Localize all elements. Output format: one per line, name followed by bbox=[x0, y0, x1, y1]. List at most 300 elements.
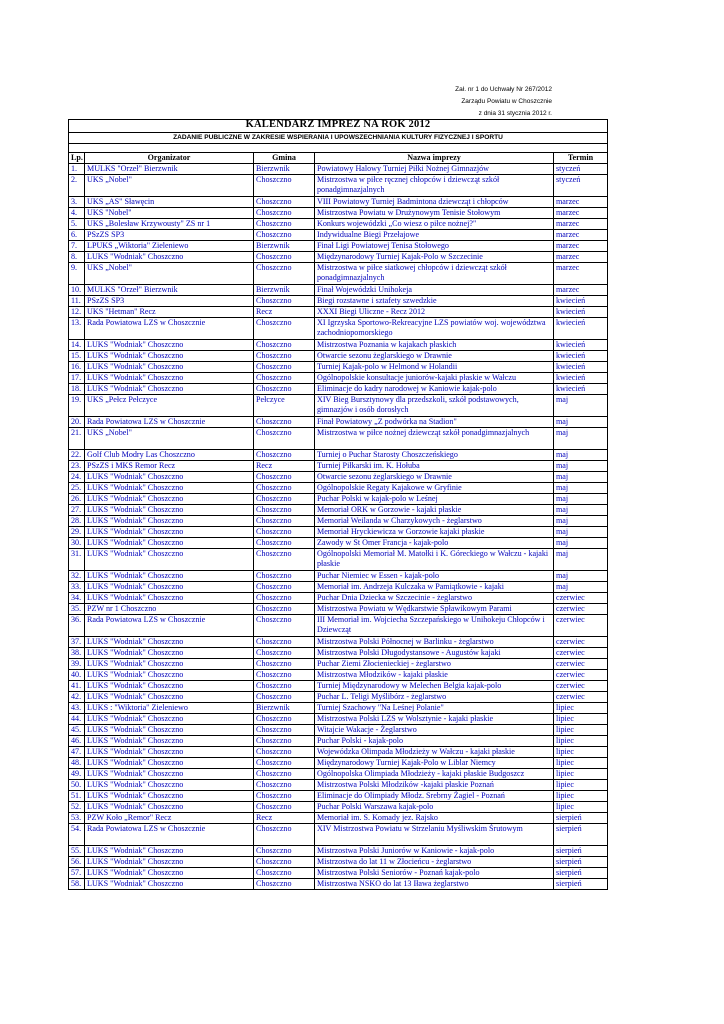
row-number: 55. bbox=[69, 846, 85, 857]
row-term: czerwiec bbox=[554, 670, 608, 681]
row-organizer: LUKS "Wodniak" Choszczno bbox=[85, 373, 254, 384]
table-row bbox=[69, 395, 608, 417]
row-number: 35. bbox=[69, 604, 85, 615]
row-gmina: Pełczyce bbox=[254, 395, 315, 417]
attachment-note-line: Zarządu Powiatu w Choszcznie bbox=[461, 98, 552, 105]
row-gmina: Choszczno bbox=[254, 252, 315, 263]
table-row bbox=[69, 307, 608, 318]
row-term: sierpień bbox=[554, 879, 608, 890]
table-row bbox=[69, 549, 608, 571]
row-gmina: Choszczno bbox=[254, 516, 315, 527]
row-number: 45. bbox=[69, 725, 85, 736]
row-term: marzec bbox=[554, 208, 608, 219]
row-gmina: Choszczno bbox=[254, 791, 315, 802]
table-row bbox=[69, 285, 608, 296]
row-term: kwiecień bbox=[554, 340, 608, 351]
row-term: maj bbox=[554, 395, 608, 417]
row-gmina: Choszczno bbox=[254, 219, 315, 230]
row-term: maj bbox=[554, 527, 608, 538]
row-organizer: LUKS "Wodniak" Choszczno bbox=[85, 879, 254, 890]
row-event-name: Ogólnopolskie Regaty Kajakowe w Gryfinie bbox=[315, 483, 554, 494]
row-event-name: Mistrzostwa do lat 11 w Złocieńcu - żeglarstwo bbox=[315, 857, 554, 868]
row-gmina: Bierzwnik bbox=[254, 241, 315, 252]
row-organizer: LUKS "Wodniak" Choszczno bbox=[85, 868, 254, 879]
row-gmina: Choszczno bbox=[254, 472, 315, 483]
row-term: lipiec bbox=[554, 758, 608, 769]
row-gmina: Choszczno bbox=[254, 604, 315, 615]
row-event-name: Otwarcie sezonu żeglarskiego w Drawnie bbox=[315, 472, 554, 483]
row-term: marzec bbox=[554, 197, 608, 208]
row-event-name: Mistrzostwa Młodzików - kajaki płaskie bbox=[315, 670, 554, 681]
row-organizer: LUKS "Wodniak" Choszczno bbox=[85, 351, 254, 362]
row-number: 27. bbox=[69, 505, 85, 516]
row-gmina: Choszczno bbox=[254, 175, 315, 197]
row-term: marzec bbox=[554, 241, 608, 252]
row-gmina: Choszczno bbox=[254, 747, 315, 758]
row-term: maj bbox=[554, 450, 608, 461]
row-organizer: LUKS "Wodniak" Choszczno bbox=[85, 714, 254, 725]
row-organizer: LUKS "Wodniak" Choszczno bbox=[85, 384, 254, 395]
row-number: 21. bbox=[69, 428, 85, 450]
row-organizer: UKS „Bolesław Krzywousty" ZS nr 1 bbox=[85, 219, 254, 230]
row-event-name: Międzynarodowy Turniej Kajak-Polo w Liblar Niemcy bbox=[315, 758, 554, 769]
table-row bbox=[69, 747, 608, 758]
row-event-name: XI Igrzyska Sportowo-Rekreacyjne LZS powiatów woj. województwa zachodniopomorskiego bbox=[315, 318, 554, 340]
table-row bbox=[69, 219, 608, 230]
table-header-row bbox=[69, 153, 608, 164]
row-term: sierpień bbox=[554, 813, 608, 824]
row-number: 22. bbox=[69, 450, 85, 461]
row-term: maj bbox=[554, 571, 608, 582]
row-organizer: LUKS "Wodniak" Choszczno bbox=[85, 736, 254, 747]
table-row bbox=[69, 175, 608, 197]
row-term: lipiec bbox=[554, 747, 608, 758]
row-gmina: Choszczno bbox=[254, 494, 315, 505]
row-gmina: Recz bbox=[254, 813, 315, 824]
row-gmina: Choszczno bbox=[254, 780, 315, 791]
row-organizer: LUKS "Wodniak" Choszczno bbox=[85, 857, 254, 868]
row-number: 34. bbox=[69, 593, 85, 604]
row-organizer: LUKS "Wodniak" Choszczno bbox=[85, 494, 254, 505]
row-organizer: Golf Club Modry Las Choszczno bbox=[85, 450, 254, 461]
row-gmina: Choszczno bbox=[254, 758, 315, 769]
row-organizer: LUKS "Wodniak" Choszczno bbox=[85, 670, 254, 681]
row-event-name: Turniej Kajak-polo w Helmond w Holandii bbox=[315, 362, 554, 373]
row-event-name: Mistrzostwa Polski Juniorów w Kaniowie - kajak-polo bbox=[315, 846, 554, 857]
row-number: 53. bbox=[69, 813, 85, 824]
row-number: 15. bbox=[69, 351, 85, 362]
row-term: maj bbox=[554, 472, 608, 483]
row-organizer: LUKS "Wodniak" Choszczno bbox=[85, 725, 254, 736]
row-organizer: LUKS "Wodniak" Choszczno bbox=[85, 362, 254, 373]
row-gmina: Choszczno bbox=[254, 197, 315, 208]
table-row bbox=[69, 813, 608, 824]
row-number: 57. bbox=[69, 868, 85, 879]
row-number: 17. bbox=[69, 373, 85, 384]
row-organizer: LUKS "Wodniak" Choszczno bbox=[85, 538, 254, 549]
row-number: 6. bbox=[69, 230, 85, 241]
table-row bbox=[69, 670, 608, 681]
table-row bbox=[69, 736, 608, 747]
row-organizer: LUKS "Wodniak" Choszczno bbox=[85, 340, 254, 351]
table-row bbox=[69, 384, 608, 395]
row-term: lipiec bbox=[554, 802, 608, 813]
row-event-name: Memoriał Hryckiewicza w Gorzowie kajaki płaskie bbox=[315, 527, 554, 538]
row-organizer: Rada Powiatowa LZS w Choszcznie bbox=[85, 417, 254, 428]
table-row bbox=[69, 714, 608, 725]
row-event-name: Mistrzostwa Polski Długodystansowe - Augustów kajaki bbox=[315, 648, 554, 659]
row-event-name: Turniej Piłkarski im. K. Hołuba bbox=[315, 461, 554, 472]
row-gmina: Choszczno bbox=[254, 362, 315, 373]
row-organizer: LUKS "Wodniak" Choszczno bbox=[85, 472, 254, 483]
row-event-name: Biegi rozstawne i sztafety szwedzkie bbox=[315, 296, 554, 307]
row-organizer: LUKS "Wodniak" Choszczno bbox=[85, 692, 254, 703]
row-event-name: Mistrzostwa w piłce siatkowej chłopców i dziewcząt szkół ponadgimnazjalnych bbox=[315, 263, 554, 285]
row-term: kwiecień bbox=[554, 384, 608, 395]
row-gmina: Choszczno bbox=[254, 648, 315, 659]
row-gmina: Choszczno bbox=[254, 615, 315, 637]
row-organizer: LUKS "Wodniak" Choszczno bbox=[85, 252, 254, 263]
row-number: 19. bbox=[69, 395, 85, 417]
row-gmina: Choszczno bbox=[254, 428, 315, 450]
row-gmina: Choszczno bbox=[254, 714, 315, 725]
row-organizer: Rada Powiatowa LZS w Choszcznie bbox=[85, 824, 254, 846]
row-organizer: LUKS "Wodniak" Choszczno bbox=[85, 648, 254, 659]
row-gmina: Choszczno bbox=[254, 208, 315, 219]
row-organizer: LUKS "Wodniak" Choszczno bbox=[85, 758, 254, 769]
row-organizer: LUKS "Wodniak" Choszczno bbox=[85, 571, 254, 582]
table-row bbox=[69, 604, 608, 615]
row-number: 39. bbox=[69, 659, 85, 670]
row-term: czerwiec bbox=[554, 593, 608, 604]
row-gmina: Choszczno bbox=[254, 483, 315, 494]
row-term: styczeń bbox=[554, 164, 608, 175]
row-term: maj bbox=[554, 483, 608, 494]
table-row bbox=[69, 648, 608, 659]
table-row bbox=[69, 868, 608, 879]
row-gmina: Choszczno bbox=[254, 318, 315, 340]
row-organizer: LUKS "Wodniak" Choszczno bbox=[85, 527, 254, 538]
row-organizer: LUKS "Wodniak" Choszczno bbox=[85, 637, 254, 648]
row-number: 12. bbox=[69, 307, 85, 318]
row-term: czerwiec bbox=[554, 681, 608, 692]
row-number: 26. bbox=[69, 494, 85, 505]
row-gmina: Choszczno bbox=[254, 659, 315, 670]
row-organizer: LUKS "Wodniak" Choszczno bbox=[85, 659, 254, 670]
row-number: 1. bbox=[69, 164, 85, 175]
row-event-name: Ogólnopolski Memoriał M. Matołki i K. Góreckiego w Wałczu - kajaki płaskie bbox=[315, 549, 554, 571]
row-gmina: Choszczno bbox=[254, 571, 315, 582]
row-term: czerwiec bbox=[554, 659, 608, 670]
row-term: lipiec bbox=[554, 769, 608, 780]
row-event-name: Memoriał im. Andrzeja Kulczaka w Pamiątkowie - kajaki bbox=[315, 582, 554, 593]
table-row bbox=[69, 351, 608, 362]
row-number: 23. bbox=[69, 461, 85, 472]
row-event-name: Mistrzostwa Polski Młodzików -kajaki płaskie Poznań bbox=[315, 780, 554, 791]
row-term: czerwiec bbox=[554, 648, 608, 659]
row-event-name: Otwarcie sezonu żeglarskiego w Drawnie bbox=[315, 351, 554, 362]
row-event-name: Mistrzostwa Poznania w kajakach płaskich bbox=[315, 340, 554, 351]
row-term: maj bbox=[554, 549, 608, 571]
row-number: 28. bbox=[69, 516, 85, 527]
row-gmina: Choszczno bbox=[254, 879, 315, 890]
row-event-name: Ogólnopolska Olimpiada Młodzieży - kajaki płaskie Budgoszcz bbox=[315, 769, 554, 780]
row-organizer: UKS „Nobel" bbox=[85, 175, 254, 197]
row-event-name: Indywidualne Biegi Przełajowe bbox=[315, 230, 554, 241]
table-row bbox=[69, 505, 608, 516]
attachment-note-line: Zał. nr 1 do Uchwały Nr 267/2012 bbox=[455, 86, 552, 93]
table-row bbox=[69, 758, 608, 769]
row-event-name: Finał Wojewódzki Unihokeja bbox=[315, 285, 554, 296]
row-term: marzec bbox=[554, 219, 608, 230]
row-number: 37. bbox=[69, 637, 85, 648]
row-gmina: Choszczno bbox=[254, 263, 315, 285]
table-row bbox=[69, 252, 608, 263]
row-organizer: MULKS "Orzeł" Bierzwnik bbox=[85, 285, 254, 296]
row-term: sierpień bbox=[554, 824, 608, 846]
table-row bbox=[69, 527, 608, 538]
row-gmina: Choszczno bbox=[254, 351, 315, 362]
table-row bbox=[69, 802, 608, 813]
table-row bbox=[69, 362, 608, 373]
row-gmina: Choszczno bbox=[254, 296, 315, 307]
row-event-name: Memoriał im. S. Komady jez. Rajsko bbox=[315, 813, 554, 824]
row-gmina: Choszczno bbox=[254, 505, 315, 516]
row-number: 8. bbox=[69, 252, 85, 263]
row-event-name: Międzynarodowy Turniej Kajak-Polo w Szczecinie bbox=[315, 252, 554, 263]
row-gmina: Bierzwnik bbox=[254, 703, 315, 714]
row-event-name: Turniej o Puchar Starosty Choszczeńskiego bbox=[315, 450, 554, 461]
table-row bbox=[69, 681, 608, 692]
row-gmina: Choszczno bbox=[254, 637, 315, 648]
row-gmina: Choszczno bbox=[254, 857, 315, 868]
table-row bbox=[69, 208, 608, 219]
row-term: sierpień bbox=[554, 857, 608, 868]
row-event-name: Mistrzostwa Powiatu w Wędkarstwie Spławikowym Parami bbox=[315, 604, 554, 615]
row-gmina: Choszczno bbox=[254, 725, 315, 736]
row-gmina: Choszczno bbox=[254, 549, 315, 571]
row-organizer: UKS „Nobel" bbox=[85, 263, 254, 285]
row-organizer: PSzZS SP3 bbox=[85, 230, 254, 241]
table-row bbox=[69, 725, 608, 736]
row-organizer: LUKS "Wodniak" Choszczno bbox=[85, 769, 254, 780]
row-event-name: Powiatowy Halowy Turniej Piłki Nożnej Gimnazjów bbox=[315, 164, 554, 175]
row-organizer: PSzZS SP3 bbox=[85, 296, 254, 307]
row-gmina: Choszczno bbox=[254, 769, 315, 780]
row-gmina: Choszczno bbox=[254, 373, 315, 384]
row-event-name: Eliminacje do Olimpiady Młodz. Srebrny Żagiel - Poznań bbox=[315, 791, 554, 802]
row-number: 47. bbox=[69, 747, 85, 758]
header-term: Termin bbox=[554, 153, 608, 164]
row-organizer: UKS „Pełcz Pełczyce bbox=[85, 395, 254, 417]
row-term: marzec bbox=[554, 252, 608, 263]
row-organizer: UKS "Nobel" bbox=[85, 208, 254, 219]
row-term: kwiecień bbox=[554, 351, 608, 362]
row-number: 14. bbox=[69, 340, 85, 351]
row-number: 30. bbox=[69, 538, 85, 549]
row-term: maj bbox=[554, 417, 608, 428]
row-term: styczeń bbox=[554, 175, 608, 197]
row-term: maj bbox=[554, 582, 608, 593]
row-organizer: UKS „Nobel" bbox=[85, 428, 254, 450]
row-number: 10. bbox=[69, 285, 85, 296]
row-event-name: Puchar Polski Warszawa kajak-polo bbox=[315, 802, 554, 813]
row-term: kwiecień bbox=[554, 296, 608, 307]
row-event-name: Ogólnopolskie konsultacje juniorów-kajaki płaskie w Wałczu bbox=[315, 373, 554, 384]
table-row bbox=[69, 582, 608, 593]
row-event-name: Finał Ligi Powiatowej Tenisa Stołowego bbox=[315, 241, 554, 252]
table-row bbox=[69, 769, 608, 780]
row-event-name: Wojewódzka Olimpada Młodzieży w Wałczu - kajaki płaskie bbox=[315, 747, 554, 758]
row-gmina: Bierzwnik bbox=[254, 164, 315, 175]
row-term: lipiec bbox=[554, 791, 608, 802]
row-organizer: LUKS "Wodniak" Choszczno bbox=[85, 846, 254, 857]
row-event-name: Mistrzostwa NSKO do lat 13 Iława żeglarstwo bbox=[315, 879, 554, 890]
row-organizer: LUKS "Wodniak" Choszczno bbox=[85, 681, 254, 692]
table-row bbox=[69, 472, 608, 483]
table-row bbox=[69, 494, 608, 505]
table-row bbox=[69, 318, 608, 340]
row-number: 58. bbox=[69, 879, 85, 890]
row-number: 18. bbox=[69, 384, 85, 395]
row-gmina: Choszczno bbox=[254, 450, 315, 461]
row-number: 44. bbox=[69, 714, 85, 725]
row-number: 51. bbox=[69, 791, 85, 802]
table-row bbox=[69, 846, 608, 857]
row-number: 56. bbox=[69, 857, 85, 868]
table-row bbox=[69, 824, 608, 846]
row-number: 43. bbox=[69, 703, 85, 714]
row-number: 32. bbox=[69, 571, 85, 582]
row-gmina: Choszczno bbox=[254, 340, 315, 351]
row-event-name: Memoriał ORK w Gorzowie - kajaki płaskie bbox=[315, 505, 554, 516]
table-row bbox=[69, 791, 608, 802]
row-number: 3. bbox=[69, 197, 85, 208]
row-term: marzec bbox=[554, 285, 608, 296]
table-row bbox=[69, 164, 608, 175]
row-number: 48. bbox=[69, 758, 85, 769]
row-term: kwiecień bbox=[554, 362, 608, 373]
row-number: 24. bbox=[69, 472, 85, 483]
row-number: 29. bbox=[69, 527, 85, 538]
row-gmina: Choszczno bbox=[254, 824, 315, 846]
table-row bbox=[69, 879, 608, 890]
document-title: KALENDARZ IMPREZ NA ROK 2012 bbox=[69, 120, 608, 133]
table-row bbox=[69, 593, 608, 604]
row-event-name: Mistrzostwa w piłce nożnej dziewcząt szkół ponadgimnazjalnych bbox=[315, 428, 554, 450]
row-event-name: Mistrzostwa Polski Seniorów - Poznań kajak-polo bbox=[315, 868, 554, 879]
row-event-name: Witajcie Wakacje - Żeglarstwo bbox=[315, 725, 554, 736]
table-row bbox=[69, 780, 608, 791]
row-gmina: Choszczno bbox=[254, 527, 315, 538]
row-event-name: Puchar Polski w kajak-polo w Leśnej bbox=[315, 494, 554, 505]
row-event-name: XIV Bieg Bursztynowy dla przedszkoli, szkół podstawowych, gimnazjów i osób dorosłych bbox=[315, 395, 554, 417]
table-row bbox=[69, 659, 608, 670]
table-row bbox=[69, 857, 608, 868]
row-gmina: Choszczno bbox=[254, 868, 315, 879]
row-gmina: Choszczno bbox=[254, 681, 315, 692]
row-number: 5. bbox=[69, 219, 85, 230]
row-gmina: Choszczno bbox=[254, 736, 315, 747]
row-event-name: Turniej Szachowy "Na Leśnej Polanie" bbox=[315, 703, 554, 714]
header-event-name: Nazwa imprezy bbox=[315, 153, 554, 164]
row-number: 54. bbox=[69, 824, 85, 846]
row-organizer: LUKS "Wodniak" Choszczno bbox=[85, 582, 254, 593]
row-event-name: Eliminacje do kadry narodowej w Kaniowie kajak-polo bbox=[315, 384, 554, 395]
row-event-name: Puchar Polski - kajak-polo bbox=[315, 736, 554, 747]
row-organizer: LUKS "Wodniak" Choszczno bbox=[85, 549, 254, 571]
events-table bbox=[68, 119, 608, 890]
row-event-name: Puchar L. Teligi Myślibórz - żeglarstwo bbox=[315, 692, 554, 703]
table-row bbox=[69, 373, 608, 384]
row-event-name: Puchar Dnia Dziecka w Szczecinie - żeglarstwo bbox=[315, 593, 554, 604]
row-event-name: XIV Mistrzostwa Powiatu w Strzelaniu Myśliwskim Śrutowym bbox=[315, 824, 554, 846]
row-organizer: LUKS "Wodniak" Choszczno bbox=[85, 505, 254, 516]
row-term: lipiec bbox=[554, 780, 608, 791]
row-organizer: UKS „AS" Sławęcin bbox=[85, 197, 254, 208]
row-gmina: Choszczno bbox=[254, 692, 315, 703]
table-row bbox=[69, 692, 608, 703]
row-number: 36. bbox=[69, 615, 85, 637]
row-organizer: LUKS "Wodniak" Choszczno bbox=[85, 780, 254, 791]
row-number: 50. bbox=[69, 780, 85, 791]
row-event-name: Mistrzostwa Powiatu w Drużynowym Tenisie Stołowym bbox=[315, 208, 554, 219]
row-number: 42. bbox=[69, 692, 85, 703]
row-event-name: Mistrzostwa Polski Północnej w Barlinku - żeglarstwo bbox=[315, 637, 554, 648]
row-term: lipiec bbox=[554, 714, 608, 725]
row-term: czerwiec bbox=[554, 692, 608, 703]
table-row bbox=[69, 483, 608, 494]
row-number: 40. bbox=[69, 670, 85, 681]
row-organizer: LUKS "Wodniak" Choszczno bbox=[85, 747, 254, 758]
row-term: sierpień bbox=[554, 846, 608, 857]
header-gmina: Gmina bbox=[254, 153, 315, 164]
row-event-name: III Memoriał im. Wojciecha Szczepańskiego w Unihokeju Chłopców i Dziewcząt bbox=[315, 615, 554, 637]
row-term: lipiec bbox=[554, 736, 608, 747]
row-number: 2. bbox=[69, 175, 85, 197]
row-number: 7. bbox=[69, 241, 85, 252]
row-term: sierpień bbox=[554, 868, 608, 879]
table-row bbox=[69, 538, 608, 549]
table-row bbox=[69, 571, 608, 582]
header-lp: Lp. bbox=[69, 153, 85, 164]
row-number: 25. bbox=[69, 483, 85, 494]
row-event-name: VIII Powiatowy Turniej Badmintona dziewcząt i chłopców bbox=[315, 197, 554, 208]
table-row bbox=[69, 637, 608, 648]
row-event-name: Finał Powiatowy „Z podwórka na Stadion" bbox=[315, 417, 554, 428]
row-organizer: LUKS "Wodniak" Choszczno bbox=[85, 802, 254, 813]
row-term: czerwiec bbox=[554, 637, 608, 648]
row-term: lipiec bbox=[554, 703, 608, 714]
row-term: czerwiec bbox=[554, 604, 608, 615]
table-row bbox=[69, 461, 608, 472]
row-organizer: LUKS "Wodniak" Choszczno bbox=[85, 483, 254, 494]
row-gmina: Choszczno bbox=[254, 417, 315, 428]
table-row bbox=[69, 450, 608, 461]
row-gmina: Choszczno bbox=[254, 582, 315, 593]
row-organizer: PZW Koło „Remor" Recz bbox=[85, 813, 254, 824]
row-organizer: Rada Powiatowa LZS w Choszcznie bbox=[85, 615, 254, 637]
row-event-name: Memoriał Weilanda w Charzykowych - żeglarstwo bbox=[315, 516, 554, 527]
row-organizer: LPUKS „Wiktoria" Zieleniewo bbox=[85, 241, 254, 252]
row-organizer: LUKS "Wodniak" Choszczno bbox=[85, 593, 254, 604]
row-term: maj bbox=[554, 461, 608, 472]
row-term: maj bbox=[554, 516, 608, 527]
row-number: 49. bbox=[69, 769, 85, 780]
row-organizer: LUKS : "Wiktoria" Zieleniewo bbox=[85, 703, 254, 714]
header-organizer: Organizator bbox=[85, 153, 254, 164]
table-row bbox=[69, 428, 608, 450]
